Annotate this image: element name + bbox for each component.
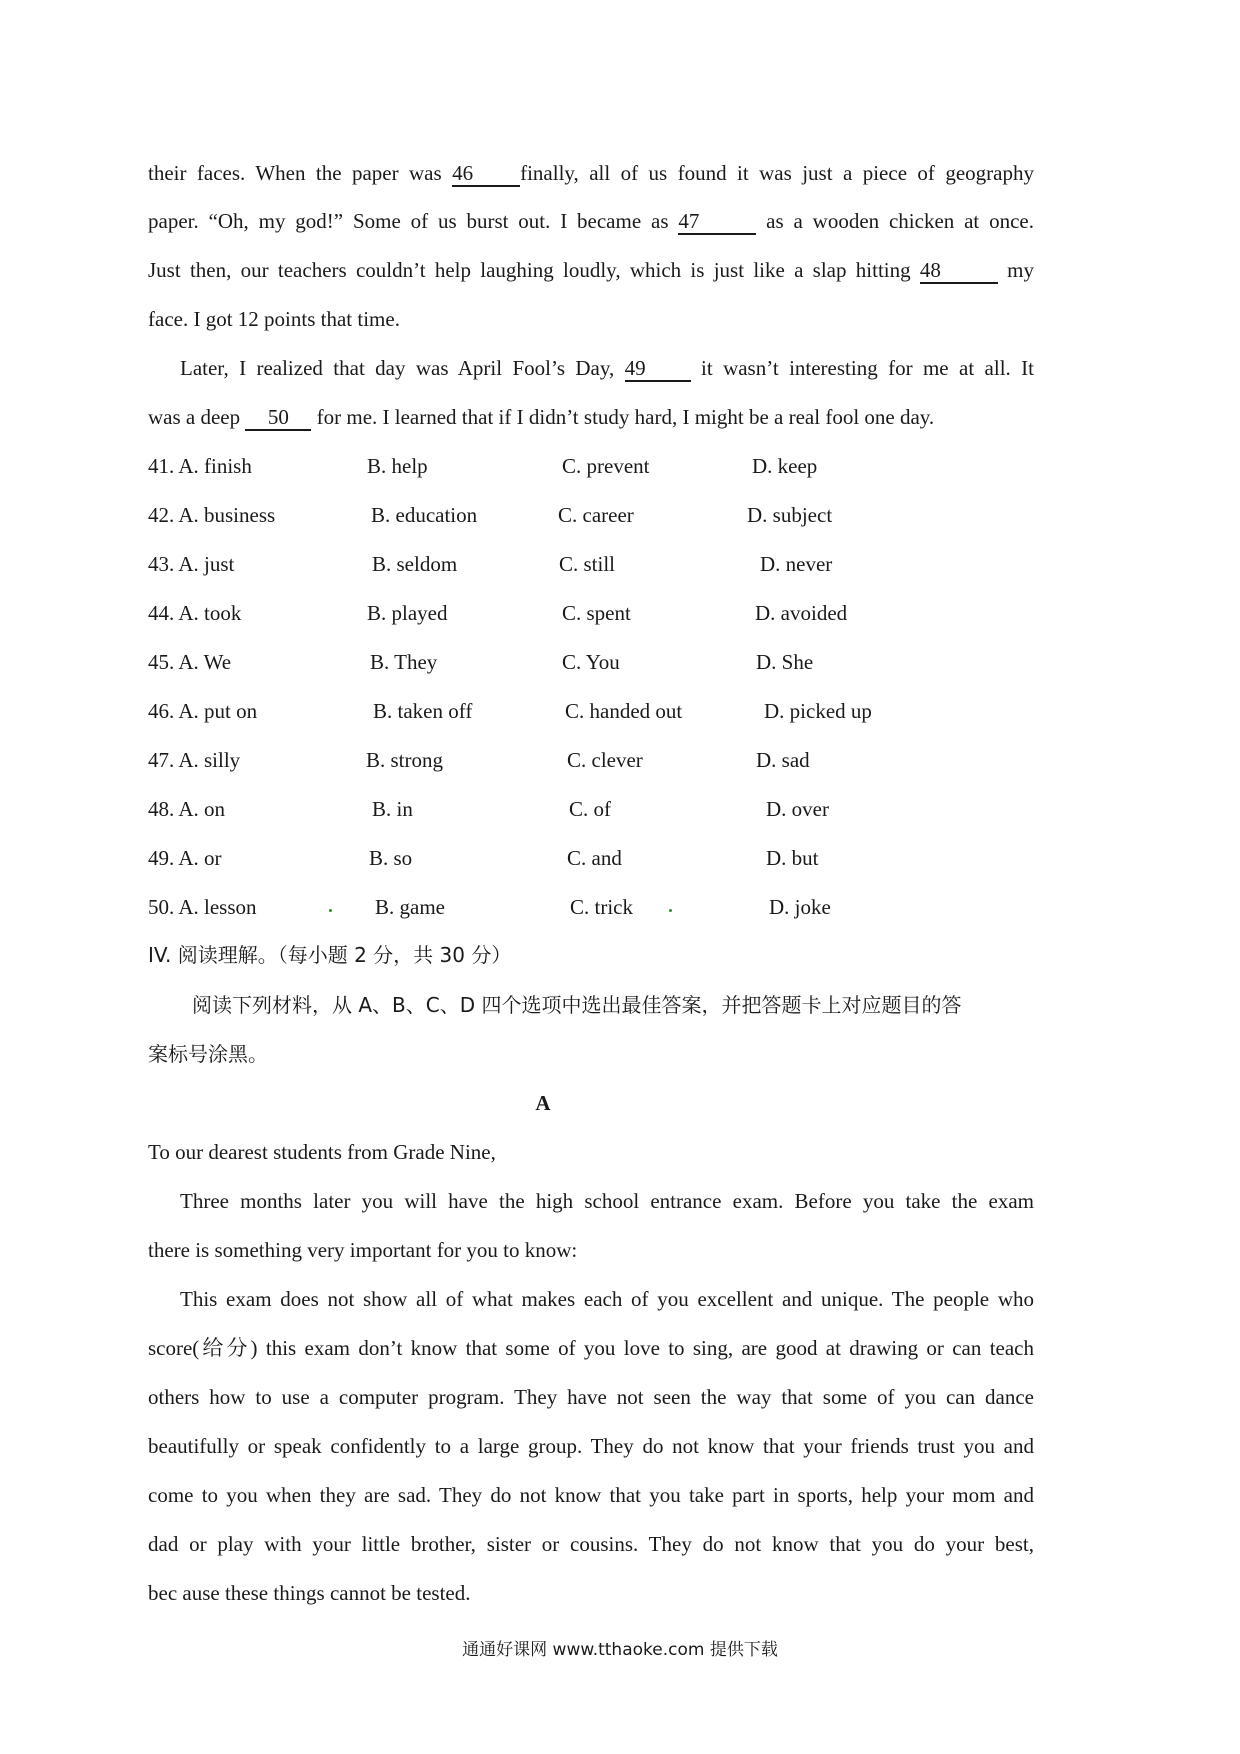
option-row-41 bbox=[0, 451, 1240, 481]
blank-50: 50 bbox=[245, 405, 311, 431]
blank-47: 47 bbox=[678, 209, 756, 235]
option-c: C. trick bbox=[570, 895, 633, 919]
option-row-44 bbox=[0, 598, 1240, 628]
passage-a-line-1: Three months later you will have the high school entrance exam. Before you take the exam bbox=[180, 1189, 1034, 1213]
blank-49: 49 bbox=[625, 356, 691, 382]
option-a: 43. A. just bbox=[148, 552, 235, 576]
option-b: B. help bbox=[367, 454, 428, 478]
passage-a-line-4: score(给分) this exam don’t know that some of you love to sing, are good at drawing or can teach bbox=[148, 1336, 1034, 1360]
stray-dot-mark bbox=[329, 909, 332, 912]
blank-48: 48 bbox=[920, 258, 998, 284]
text-segment: Just then, our teachers couldn’t help laughing loudly, which is just like a slap hitting bbox=[148, 258, 920, 282]
option-b: B. strong bbox=[366, 748, 444, 772]
option-d: D. avoided bbox=[755, 601, 848, 625]
letter-greeting: To our dearest students from Grade Nine, bbox=[148, 1140, 496, 1164]
option-row-46 bbox=[0, 696, 1240, 726]
option-b: B. so bbox=[369, 846, 413, 870]
section-heading: IV. 阅读理解。（每小题 2 分，共 30 分） bbox=[148, 943, 512, 967]
option-d: D. but bbox=[766, 846, 819, 870]
option-d: D. She bbox=[756, 650, 814, 674]
option-d: D. over bbox=[766, 797, 829, 821]
option-d: D. picked up bbox=[764, 699, 872, 723]
passage-line-6 bbox=[148, 402, 1034, 432]
passage-a-line-5: others how to use a computer program. They have not seen the way that some of you can dance bbox=[148, 1385, 1034, 1409]
option-b: B. They bbox=[370, 650, 438, 674]
option-c: C. clever bbox=[567, 748, 643, 772]
passage-line-3 bbox=[148, 255, 1034, 285]
passage-line-4: face. I got 12 points that time. bbox=[148, 307, 400, 331]
option-b: B. in bbox=[372, 797, 413, 821]
option-c: C. of bbox=[569, 797, 611, 821]
option-b: B. education bbox=[371, 503, 478, 527]
text-segment: Later, I realized that day was April Fool’s Day, bbox=[180, 356, 625, 380]
option-row-50 bbox=[0, 892, 1240, 922]
passage-a-line-2: there is something very important for you to know: bbox=[148, 1238, 578, 1262]
option-a: 44. A. took bbox=[148, 601, 242, 625]
passage-line-1 bbox=[148, 158, 1034, 188]
text-segment: their faces. When the paper was bbox=[148, 161, 453, 185]
blank-46: 46 bbox=[452, 161, 520, 187]
option-c: C. You bbox=[562, 650, 620, 674]
option-row-43 bbox=[0, 549, 1240, 579]
passage-a-line-8: dad or play with your little brother, sister or cousins. They do not know that you do your best, bbox=[148, 1532, 1034, 1556]
section-instruction-line-2: 案标号涂黑。 bbox=[148, 1042, 268, 1066]
option-b: B. played bbox=[367, 601, 448, 625]
option-d: D. sad bbox=[756, 748, 810, 772]
option-a: 47. A. silly bbox=[148, 748, 241, 772]
option-d: D. never bbox=[760, 552, 833, 576]
option-row-45 bbox=[0, 647, 1240, 677]
option-a: 45. A. We bbox=[148, 650, 232, 674]
passage-a-line-3: This exam does not show all of what makes each of you excellent and unique. The people who bbox=[180, 1287, 1034, 1311]
stray-dot-mark bbox=[669, 909, 672, 912]
option-row-42 bbox=[0, 500, 1240, 530]
option-row-48 bbox=[0, 794, 1240, 824]
option-a: 49. A. or bbox=[148, 846, 222, 870]
option-c: C. and bbox=[567, 846, 622, 870]
option-c: C. still bbox=[559, 552, 616, 576]
passage-a-line-7: come to you when they are sad. They do not know that you take part in sports, help your mom and bbox=[148, 1483, 1034, 1507]
passage-line-5 bbox=[180, 353, 1034, 383]
option-d: D. keep bbox=[752, 454, 818, 478]
option-d: D. joke bbox=[769, 895, 831, 919]
passage-a-line-9: bec ause these things cannot be tested. bbox=[148, 1581, 471, 1605]
option-a: 42. A. business bbox=[148, 503, 276, 527]
text-segment: finally, all of us found it was just a piece of geography bbox=[520, 161, 1034, 185]
option-row-47 bbox=[0, 745, 1240, 775]
text-segment: as a wooden chicken at once. bbox=[756, 209, 1034, 233]
passage-line-2 bbox=[148, 206, 1034, 236]
text-segment: was a deep bbox=[148, 405, 246, 429]
option-a: 46. A. put on bbox=[148, 699, 258, 723]
option-row-49 bbox=[0, 843, 1240, 873]
text-segment: paper. “Oh, my god!” Some of us burst out. I became as bbox=[148, 209, 679, 233]
section-instruction-line-1: 阅读下列材料，从 A、B、C、D 四个选项中选出最佳答案，并把答题卡上对应题目的答 bbox=[192, 993, 962, 1017]
option-b: B. seldom bbox=[372, 552, 458, 576]
option-c: C. spent bbox=[562, 601, 631, 625]
page-footer: 通通好课网 www.tthaoke.com 提供下载 bbox=[462, 1640, 778, 1660]
passage-a-line-6: beautifully or speak confidently to a large group. They do not know that your friends trust you and bbox=[148, 1434, 1034, 1458]
text-segment: for me. I learned that if I didn’t study hard, I might be a real fool one day. bbox=[311, 405, 935, 429]
option-c: C. prevent bbox=[562, 454, 650, 478]
text-segment: my bbox=[997, 258, 1034, 282]
option-b: B. taken off bbox=[373, 699, 473, 723]
option-c: C. career bbox=[558, 503, 634, 527]
option-c: C. handed out bbox=[565, 699, 683, 723]
option-d: D. subject bbox=[747, 503, 833, 527]
text-segment: it wasn’t interesting for me at all. It bbox=[690, 356, 1034, 380]
option-a: 48. A. on bbox=[148, 797, 226, 821]
passage-a-label: A bbox=[535, 1091, 551, 1115]
option-a: 50. A. lesson bbox=[148, 895, 257, 919]
option-a: 41. A. finish bbox=[148, 454, 252, 478]
option-b: B. game bbox=[375, 895, 445, 919]
